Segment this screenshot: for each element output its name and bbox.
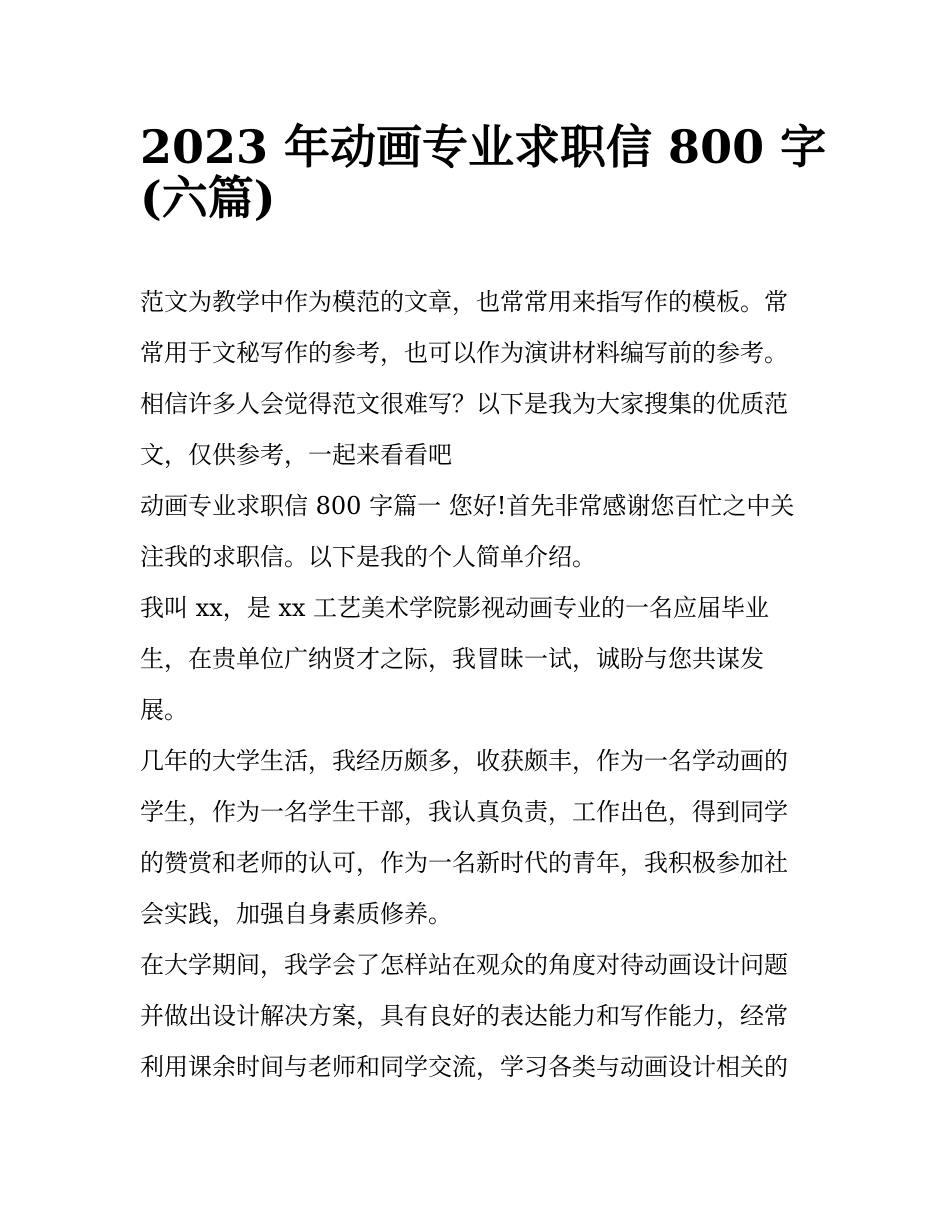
paragraph-self-intro (140, 583, 830, 736)
title-line: (六篇) (140, 171, 276, 225)
text-line: 范文为教学中作为模范的文章，也常常用来指写作的模板。常 (140, 288, 788, 316)
text-line: 几年的大学生活，我经历颇多，收获颇丰，作为一名学动画的 (140, 747, 788, 775)
document-title (140, 110, 830, 225)
text-line: 会实践，加强自身素质修养。 (140, 900, 452, 928)
text-line: 展。 (140, 696, 188, 724)
title-line: 2023 年动画专业求职信 800 字 (140, 120, 827, 174)
paragraph-greeting (140, 481, 830, 583)
paragraph-university-life (140, 736, 830, 940)
text-line: 相信许多人会觉得范文很难写？以下是我为大家搜集的优质范 (140, 390, 788, 418)
text-line: 的赞赏和老师的认可，作为一名新时代的青年，我积极参加社 (140, 849, 788, 877)
text-line: 文，仅供参考，一起来看看吧 (140, 441, 452, 469)
paragraph-intro (140, 277, 830, 481)
text-line: 我叫 xx，是 xx 工艺美术学院影视动画专业的一名应届毕业 (140, 594, 770, 622)
text-line: 利用课余时间与老师和同学交流，学习各类与动画设计相关的 (140, 1053, 788, 1081)
text-line: 生，在贵单位广纳贤才之际，我冒昧一试，诚盼与您共谋发 (140, 645, 764, 673)
text-line: 在大学期间，我学会了怎样站在观众的角度对待动画设计问题 (140, 951, 788, 979)
paragraph-skills (140, 940, 830, 1093)
document-body (140, 277, 830, 1093)
text-line: 常用于文秘写作的参考，也可以作为演讲材料编写前的参考。 (140, 339, 788, 367)
text-line: 动画专业求职信 800 字篇一 您好!首先非常感谢您百忙之中关 (140, 492, 795, 520)
text-line: 注我的求职信。以下是我的个人简单介绍。 (140, 543, 596, 571)
text-line: 学生，作为一名学生干部，我认真负责，工作出色，得到同学 (140, 798, 788, 826)
text-line: 并做出设计解决方案，具有良好的表达能力和写作能力，经常 (140, 1002, 788, 1030)
